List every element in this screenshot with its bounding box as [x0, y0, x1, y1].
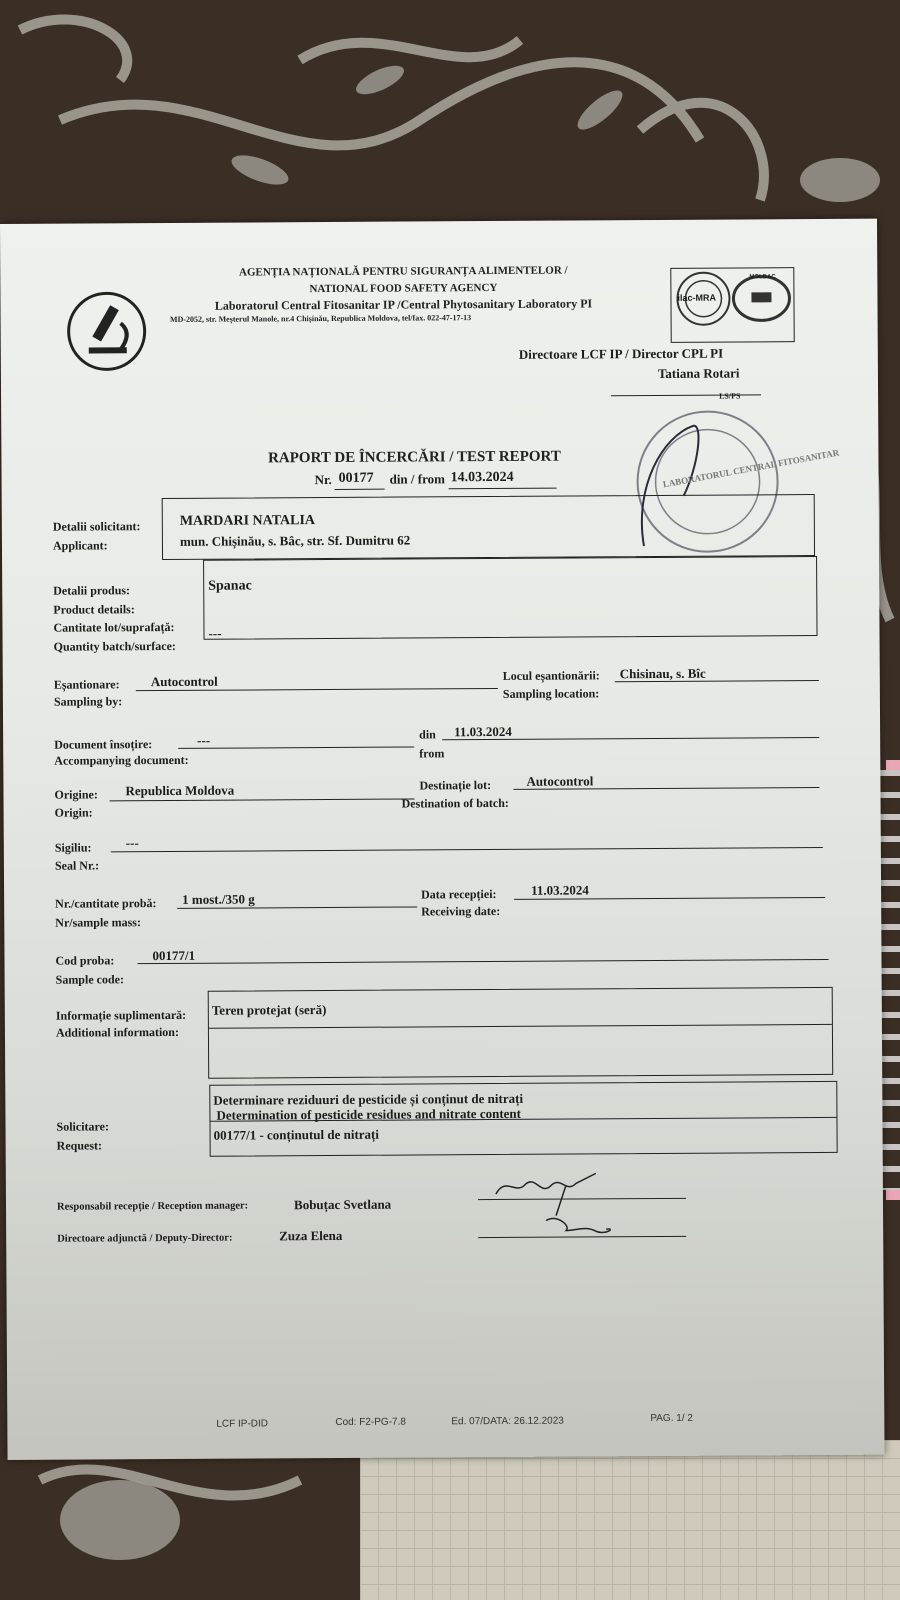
- origin-value: Republica Moldova: [125, 782, 235, 799]
- applicant-label-ro: Detalii solicitant:: [52, 519, 141, 534]
- sampling-location-value: Chisinau, s. Bîc: [619, 665, 706, 682]
- quantity-label-en: Quantity batch/surface:: [53, 638, 176, 654]
- sample-mass-value: 1 most./350 g: [182, 891, 255, 907]
- applicant-label-en: Applicant:: [52, 538, 108, 553]
- product-label-en: Product details:: [53, 602, 135, 617]
- additional-info-label-ro: Informație suplimentară:: [55, 1007, 187, 1023]
- sampling-location-label-en: Sampling location:: [502, 686, 600, 701]
- product-label-ro: Detalii produs:: [53, 583, 131, 598]
- document-label-ro: Document însoțire:: [54, 737, 153, 752]
- request-line-en: Determination of pesticide residues and nitrate content: [216, 1105, 522, 1123]
- destination-value: Autocontrol: [526, 773, 594, 789]
- report-from-label: din / from: [389, 471, 446, 487]
- footer-edition: Ed. 07/DATA: 26.12.2023: [451, 1415, 564, 1428]
- agency-name-en: NATIONAL FOOD SAFETY AGENCY: [309, 281, 498, 296]
- ilac-mra-label: ilac-MRA: [677, 292, 717, 303]
- report-number: 00177: [338, 470, 374, 486]
- ref-code: LS/PS: [719, 391, 741, 401]
- additional-info-box: [208, 987, 834, 1079]
- product-quantity: ---: [208, 625, 222, 641]
- additional-info-value: Teren protejat (seră): [211, 1002, 327, 1018]
- handwritten-signatures: [486, 1155, 627, 1246]
- document-date-value: 11.03.2024: [454, 723, 512, 740]
- reception-manager-label: Responsabil recepție / Reception manager:: [56, 1200, 249, 1213]
- request-line-ro: Determinare reziduuri de pesticide și conținut de nitrați: [213, 1090, 524, 1108]
- applicant-address: mun. Chișinău, s. Bâc, str. Sf. Dumitru 62: [179, 532, 411, 549]
- product-box: [203, 556, 817, 640]
- document-date-label-ro: din: [419, 727, 436, 742]
- document-label-en: Accompanying document:: [54, 752, 189, 768]
- grid-paper: [360, 1440, 900, 1600]
- receiving-date-label-en: Receiving date:: [421, 903, 501, 919]
- test-report-document: [0, 219, 885, 1460]
- origin-label-ro: Origine:: [54, 787, 98, 802]
- sample-code-label-ro: Cod proba:: [55, 953, 115, 968]
- report-nr-label: Nr.: [314, 471, 332, 488]
- footer-code: Cod: F2-PG-7.8: [335, 1416, 406, 1428]
- moldac-label: MOLDAC: [749, 274, 776, 281]
- sampling-by-label-en: Sampling by:: [53, 694, 123, 709]
- seal-label-en: Seal Nr.:: [54, 858, 100, 873]
- destination-label-en: Destination of batch:: [401, 795, 509, 811]
- origin-label-en: Origin:: [54, 805, 93, 820]
- receiving-date-value: 11.03.2024: [531, 882, 589, 898]
- accreditation-logos: [670, 267, 794, 343]
- request-label-en: Request:: [56, 1138, 103, 1153]
- deputy-director-name: Zuza Elena: [279, 1227, 343, 1244]
- stamp-text: LABORATORUL CENTRAL FITOSANITAR: [662, 447, 840, 490]
- quantity-label-ro: Cantitate lot/suprafață:: [53, 619, 175, 635]
- document-date-label-en: from: [419, 746, 445, 761]
- additional-info-label-en: Additional information:: [55, 1024, 179, 1040]
- footer-page-number: PAG. 1/ 2: [650, 1412, 693, 1425]
- footer-doc-id: LCF IP-DID: [216, 1418, 269, 1430]
- sample-mass-label-ro: Nr./cantitate probă:: [55, 896, 157, 911]
- sample-mass-label-en: Nr/sample mass:: [55, 915, 141, 930]
- deputy-director-label: Directoare adjunctă / Deputy-Director:: [57, 1232, 233, 1245]
- seal-label-ro: Sigiliu:: [54, 840, 92, 855]
- sample-code-label-en: Sample code:: [55, 972, 124, 987]
- sampling-by-value: Autocontrol: [150, 673, 218, 690]
- request-label-ro: Solicitare:: [56, 1119, 109, 1134]
- laboratory-address: MD-2052, str. Meșterul Manole, nr.4 Chișinău, Republica Moldova, tel/fax. 022-47-17-13: [169, 313, 472, 324]
- report-title: RAPORT DE ÎNCERCĂRI / TEST REPORT: [268, 448, 561, 467]
- sampling-by-label-ro: Eșantionare:: [53, 677, 120, 692]
- reception-manager-name: Bobuțac Svetlana: [293, 1196, 392, 1213]
- director-name: Tatiana Rotari: [657, 365, 740, 381]
- director-title: Directoare LCF IP / Director CPL PI: [518, 345, 724, 362]
- document-value: ---: [197, 732, 211, 748]
- laboratory-name: Laboratorul Central Fitosanitar IP /Central Phytosanitary Laboratory PI: [214, 296, 593, 313]
- receiving-date-label-ro: Data recepției:: [421, 886, 497, 902]
- destination-label-ro: Destinație lot:: [419, 778, 492, 793]
- request-line-sample: 00177/1 - conținutul de nitrați: [213, 1126, 380, 1143]
- agency-name-ro: AGENȚIA NAȚIONALĂ PENTRU SIGURANȚA ALIMENTELOR /: [238, 264, 568, 279]
- seal-value: ---: [125, 835, 139, 851]
- product-name: Spanac: [208, 578, 252, 594]
- report-date: 14.03.2024: [450, 469, 514, 486]
- microscope-logo-icon: [60, 283, 157, 380]
- applicant-name: MARDARI NATALIA: [179, 513, 316, 529]
- sample-code-value: 00177/1: [152, 947, 196, 964]
- sampling-location-label-ro: Locul eșantionării:: [502, 668, 600, 683]
